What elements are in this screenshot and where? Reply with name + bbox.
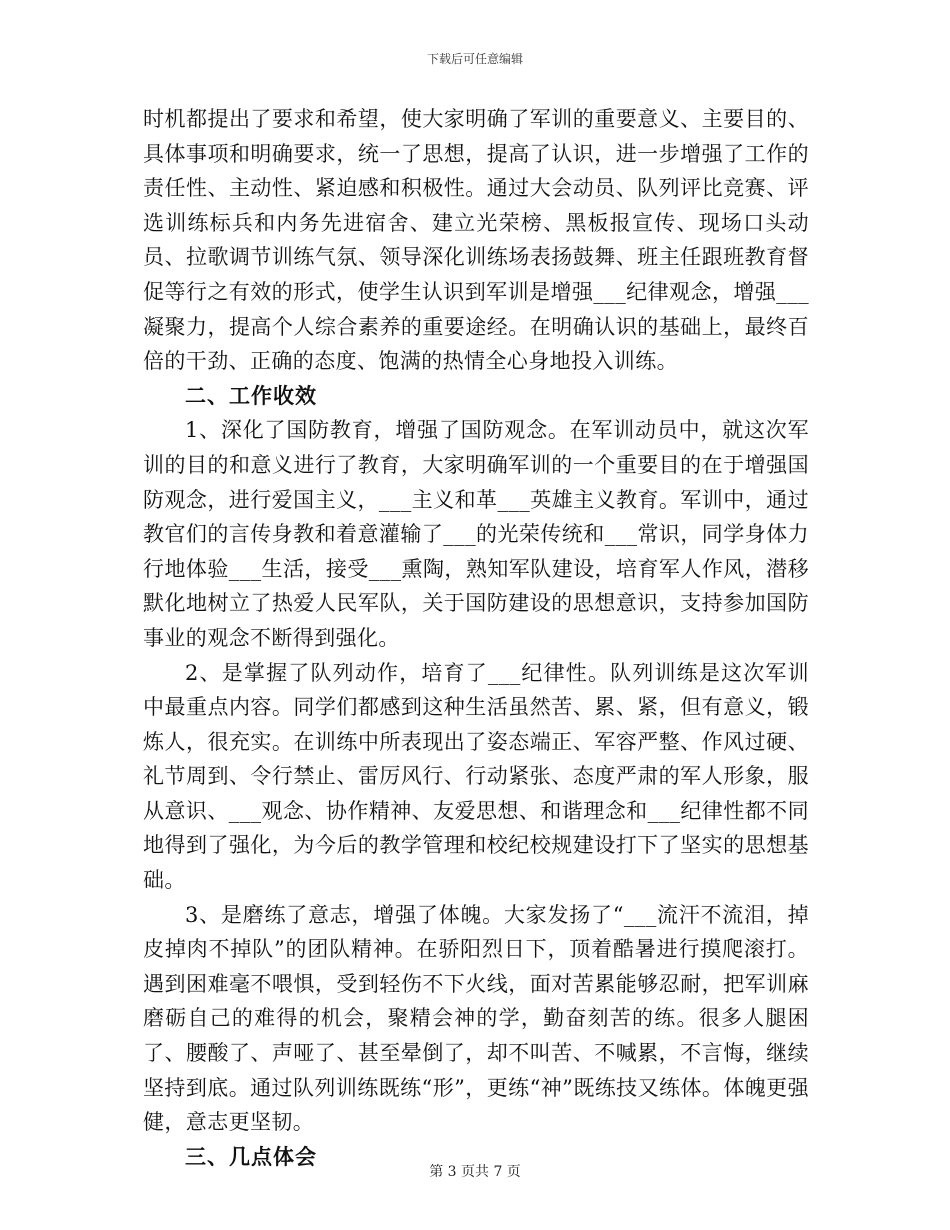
paragraph-point-3: 3、是磨练了意志，增强了体魄。大家发扬了“___流汗不流泪，掉皮掉肉不掉队”的团队精神。在骄阳烈日下，顶着酷暑进行摸爬滚打。遇到困难毫不喂惧，受到轻伤不下火线，面对苦累能够忍耐，把军训麻磨砺自己的难得的机会，聚精会神的学，勤奋刻苦的练。很多人腿困了、腰酸了、声哑了、甚至晕倒了，却不叫苦、不喊累，不言悔，继续坚持到底。通过队列训练既练“形”，更练“神”既练技又练体。体魄更强健，意志更坚韧。 (143, 902, 809, 1135)
paragraph-intro-continuation: 时机都提出了要求和希望，使大家明确了军训的重要意义、主要目的、具体事项和明确要求，统一了思想，提高了认识，进一步增强了工作的责任性、主动性、紧迫感和积极性。通过大会动员、队列评比竞赛、评选训练标兵和内务先进宿舍、建立光荣榜、黑板报宣传、现场口头动员、拉歌调节训练气氛、领导深化训练场表扬鼓舞、班主任跟班教育督促等行之有效的形式，使学生认识到军训是增强___纪律观念，增强___凝聚力，提高个人综合素养的重要途经。在明确认识的基础上，最终百倍的干劲、正确的态度、饱满的热情全心身地投入训练。 (143, 107, 809, 374)
page-header: 下载后可任意编辑 (426, 52, 523, 66)
paragraph-point-2: 2、是掌握了队列动作，培育了___纪律性。队列训练是这次军训中最重点内容。同学们都感到这种生活虽然苦、累、紧，但有意义，锻炼人，很充实。在训练中所表现出了姿态端正、军容严整、作风过硬、礼节周到、令行禁止、雷厉风行、行动紧张、态度严肃的军人形象，服从意识、___观念、协作精神、友爱思想、和谐理念和___纪律性都不同地得到了强化，为今后的教学管理和校纪校规建设打下了坚实的思想基础。 (143, 660, 809, 893)
section-heading-reflections: 三、几点体会 (185, 1143, 317, 1169)
section-heading-work-results: 二、工作收效 (185, 382, 317, 408)
paragraph-point-1: 1、深化了国防教育，增强了国防观念。在军训动员中，就这次军训的目的和意义进行了教育，大家明确军训的一个重要目的在于增强国防观念，进行爱国主义，___主义和革___英雄主义教育。军训中，通过教官们的言传身教和着意灌输了___的光荣传统和___常识，同学身体力行地体验___生活，接受___熏陶，熟知军队建设，培育军人作风，潜移默化地树立了热爱人民军队，关于国防建设的思想意识，支持参加国防事业的观念不断得到强化。 (143, 418, 809, 650)
page-number: 第 3 页共 7 页 (429, 1164, 521, 1180)
document-body (143, 102, 809, 1174)
